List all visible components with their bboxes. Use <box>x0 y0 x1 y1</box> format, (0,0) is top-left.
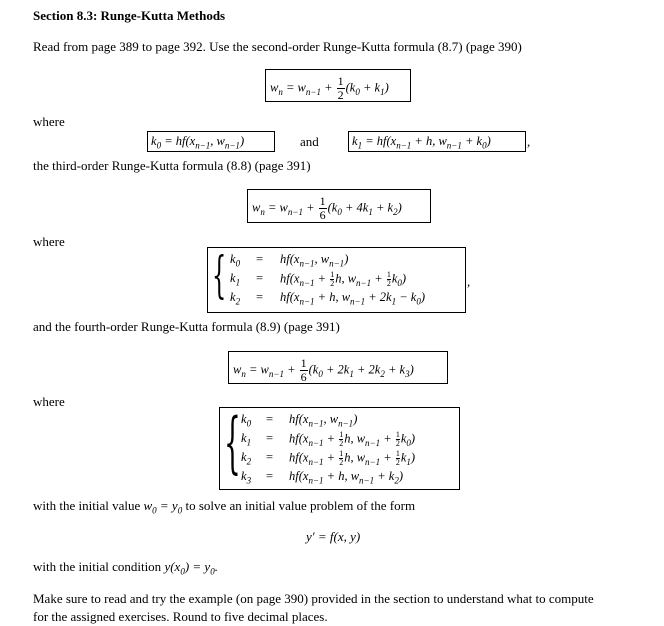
ode-equation: y′ = f(x, y) <box>306 529 361 544</box>
rk2-and-label: and <box>300 134 319 149</box>
rk3-system-box: { $k_0$ = $hf(x_{n-1}$, $w_{n-1}$) $k_1$ = $hf(x_{n-1}$ + $\frac{1}{2}$ h, $w_{n-1}$ + $\frac{1}{2}$ $k_0$) $k_2$ = $hf(x_{n-1} + h$, $w_{n-1} + 2k_1 - k_0$) <box>207 247 466 313</box>
rk2-formula: $w_n = w_{n-1}$ + $\frac{1}{2}$ $(k_0 + k_1)$ <box>270 74 389 102</box>
rk4-where-label: where <box>33 394 65 409</box>
intro-text: Read from page 389 to page 392. Use the second-order Runge-Kutta formula (8.7) (page 390) <box>33 39 522 54</box>
rk2-trailing-comma: , <box>527 134 531 149</box>
rk2-k1-box: $k_1 = hf(x_{n-1} + h$, $w_{n-1} + k_0$) <box>348 131 526 152</box>
initial-condition-line: with the initial condition $y(x_0) = y_0$. <box>33 559 218 577</box>
rk3-intro: the third-order Runge-Kutta formula (8.8) (page 391) <box>33 158 311 173</box>
rk3-where-label: where <box>33 234 65 249</box>
rk3-trailing-comma: , <box>467 274 471 289</box>
closing-paragraph-line2: for the assigned exercises. Round to five decimal places. <box>33 609 328 624</box>
rk3-formula-box: $w_n = w_{n-1}$ + $\frac{1}{6}$ $(k_0 + 4k_1 + k_2)$ <box>247 189 431 223</box>
closing-paragraph-line1: Make sure to read and try the example (on page 390) provided in the section to understand what to compute <box>33 591 594 606</box>
rk2-k0-box: $k_0 = hf(x_{n-1}$, $w_{n-1}$) <box>147 131 275 152</box>
page-title: Section 8.3: Runge-Kutta Methods <box>33 8 226 23</box>
rk4-system-box: { $k_0$ = $hf(x_{n-1}$, $w_{n-1}$) $k_1$ = $hf(x_{n-1}$ + $\frac{1}{2}$ h, $w_{n-1}$ + $\frac{1}{2}$ $k_0$) $k_2$ = $hf(x_{n-1}$ + $\frac{1}{2}$ h, $w_{n-1}$ + $\frac{1}{2}$ $k_1$) $k_3$ = $hf(x_{n-1} + h$, $w_{n-1} + k_2$) <box>219 407 460 490</box>
rk4-formula-box: $w_n = w_{n-1}$ + $\frac{1}{6}$ $(k_0 + 2k_1 + 2k_2 + k_3)$ <box>228 351 448 384</box>
initial-value-line: with the initial value $w_0 = y_0$ to solve an initial value problem of the form <box>33 498 416 516</box>
rk4-intro: and the fourth-order Runge-Kutta formula (8.9) (page 391) <box>33 319 340 334</box>
rk2-where-label: where <box>33 114 65 129</box>
rk2-formula-box <box>265 69 411 102</box>
left-brace-icon: { <box>224 404 241 481</box>
left-brace-icon: { <box>212 246 227 304</box>
